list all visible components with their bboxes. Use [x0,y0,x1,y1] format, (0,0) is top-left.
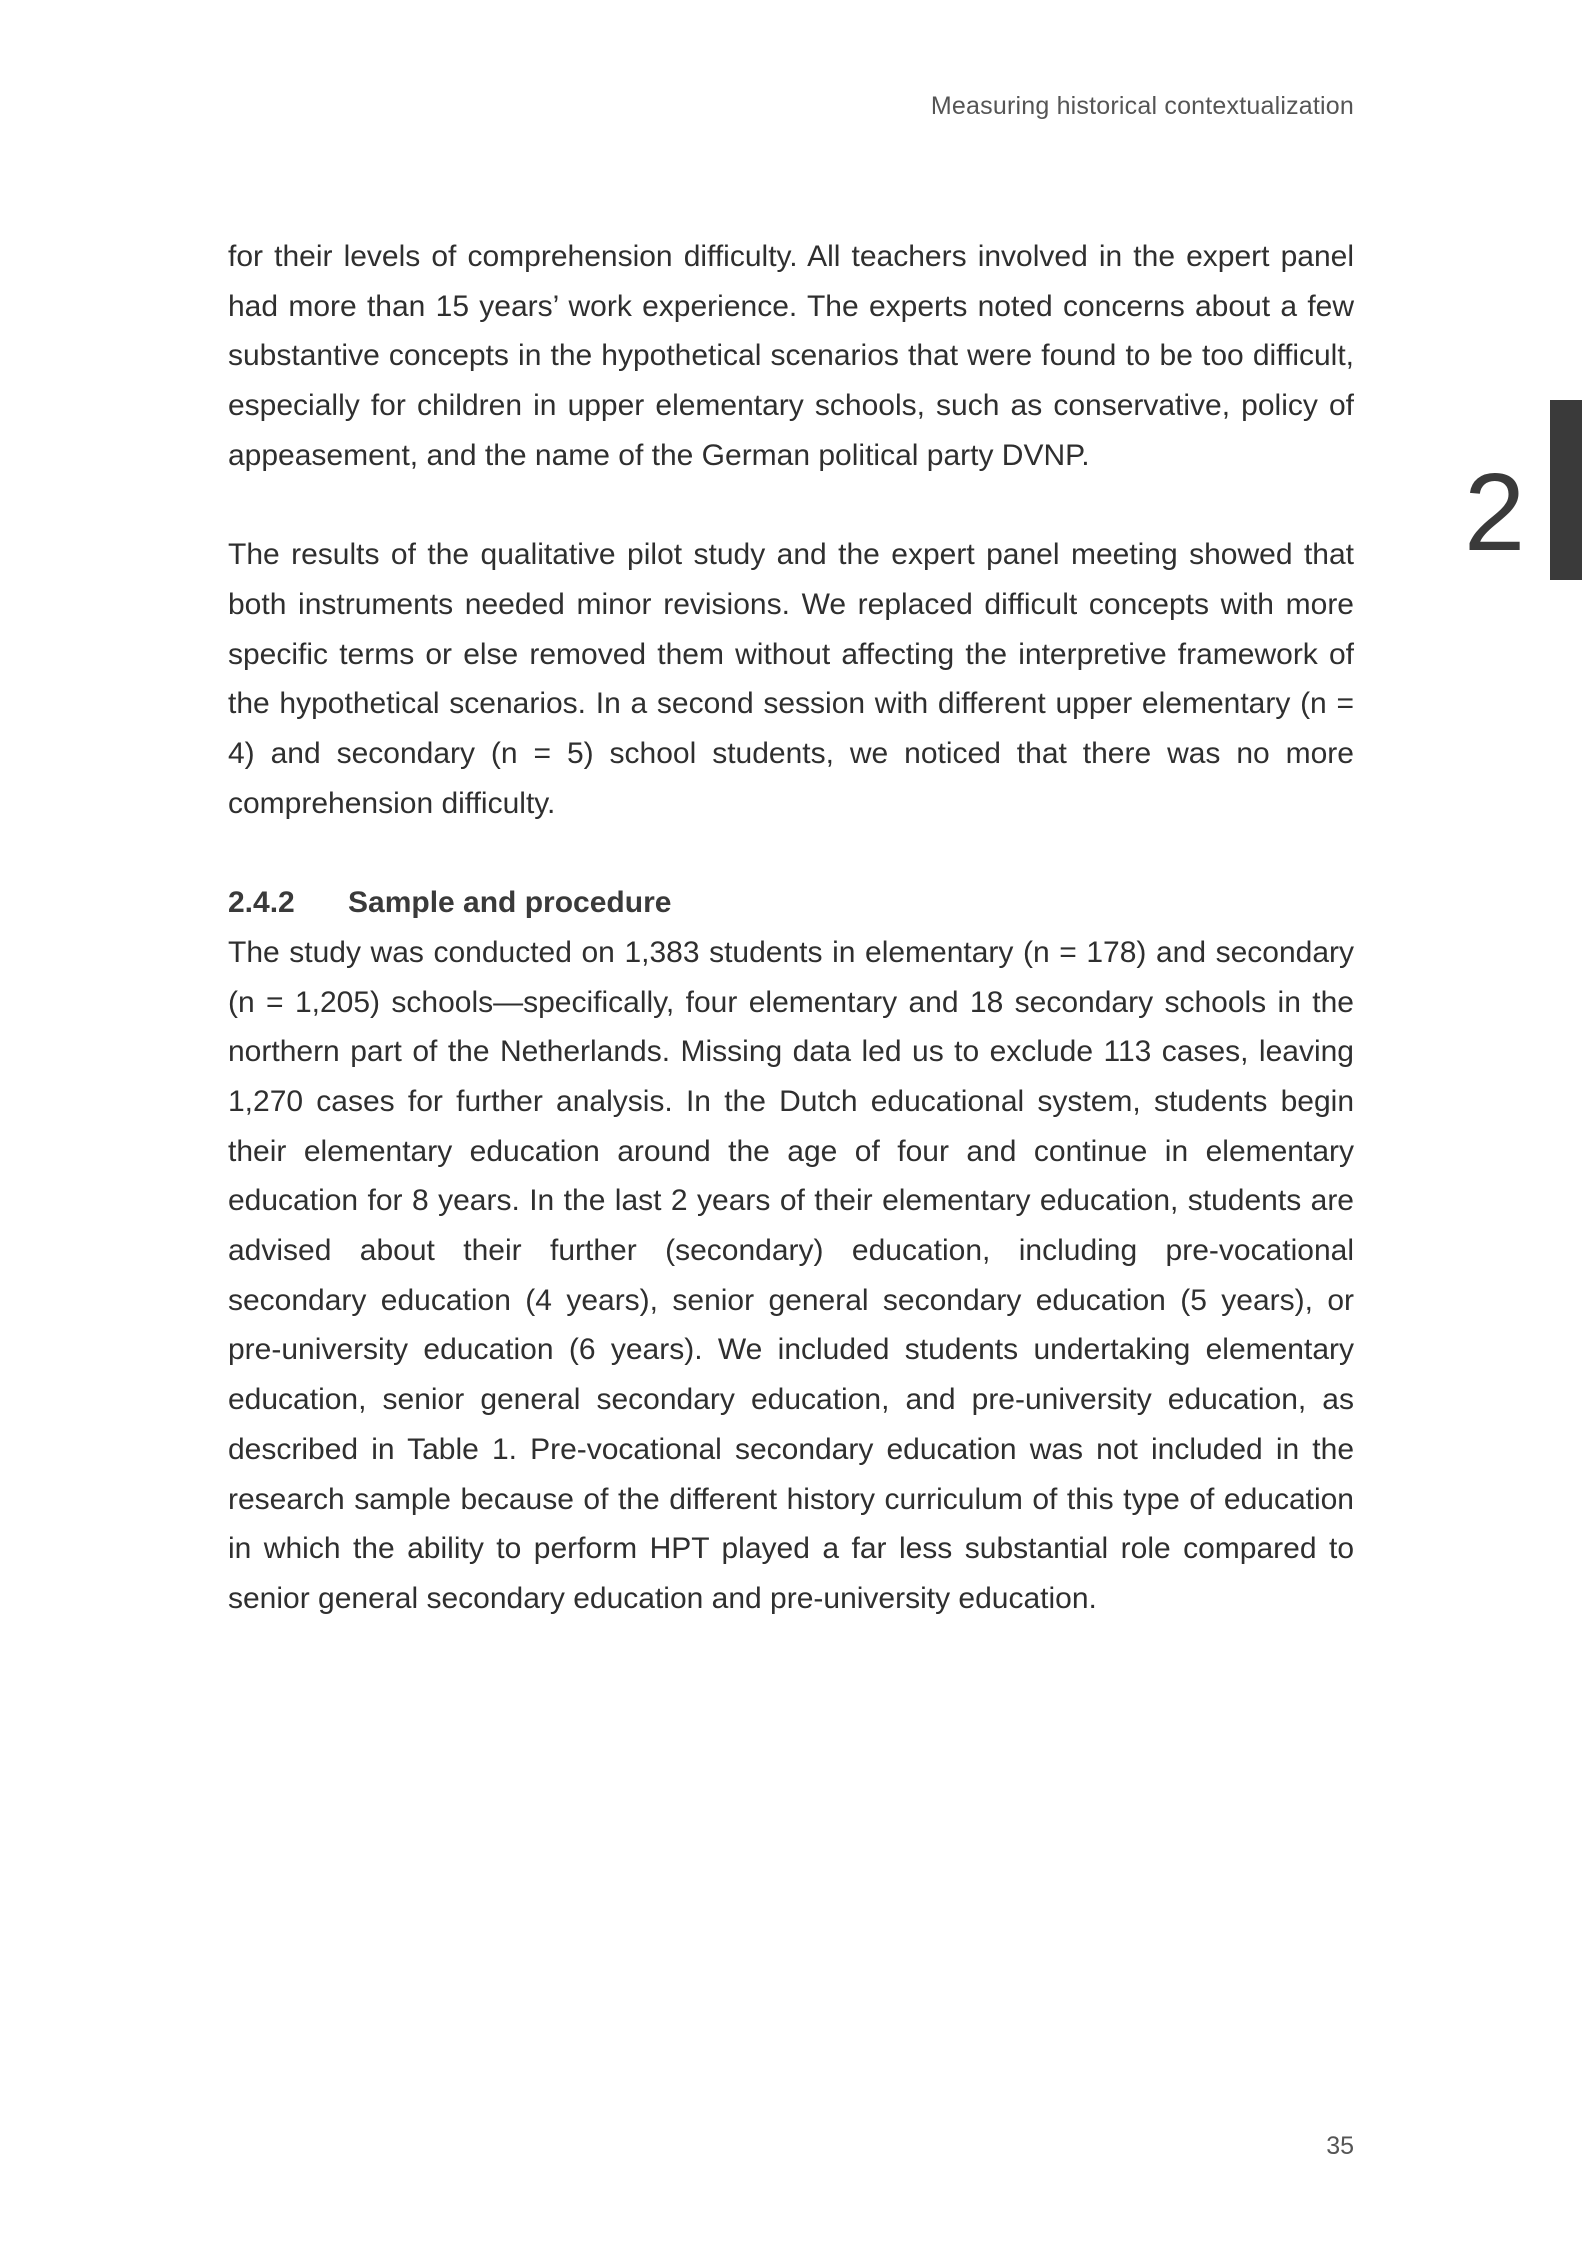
section-heading [228,878,1354,928]
page-number: 35 [1326,2132,1354,2160]
body-paragraph-1: for their levels of comprehension difficulty. All teachers involved in the expert panel had more than 15 years’ work experience. The experts noted concerns about a few substantive concepts in the hypothetical scenarios that were found to be too difficult, especially for children in upper elementary schools, such as conservative, policy of appeasement, and the name of the German political party DVNP. [228,240,1354,472]
chapter-tab-marker [1550,400,1582,580]
section-title: Sample and procedure [348,886,672,920]
body-paragraph-3: The study was conducted on 1,383 students in elementary (n = 178) and secondary (n = 1,205) schools—specifically, four elementary and 18 secondary schools in the northern part of the Netherlands. Missing data led us to exclude 113 cases, leaving 1,270 cases for further analysis. In the Dutch educational system, students begin their elementary education around the age of four and continue in elementary education for 8 years. In the last 2 years of their elementary education, students are advised about their further (secondary) education, including pre-vocational secondary education (4 years), senior general secondary education (5 years), or pre-university education (6 years). We included students undertaking elementary education, senior general secondary education, and pre-university education, as described in Table 1. Pre-vocational secondary education was not included in the research sample because of the different history curriculum of this type of education in which the ability to perform HPT played a far less substantial role compared to senior general secondary education and pre-university education. [228,935,1354,1615]
page-body [228,232,1354,1624]
chapter-number: 2 [1464,451,1526,574]
section-number: 2.4.2 [228,886,295,920]
body-paragraph-2: The results of the qualitative pilot study and the expert panel meeting showed that both instruments needed minor revisions. We replaced difficult concepts with more specific terms or else removed them without affecting the interpretive framework of the hypothetical scenarios. In a second session with different upper elementary (n = 4) and secondary (n = 5) school students, we noticed that there was no more comprehension difficulty. [228,538,1354,820]
running-header: Measuring historical contextualization [930,92,1354,120]
